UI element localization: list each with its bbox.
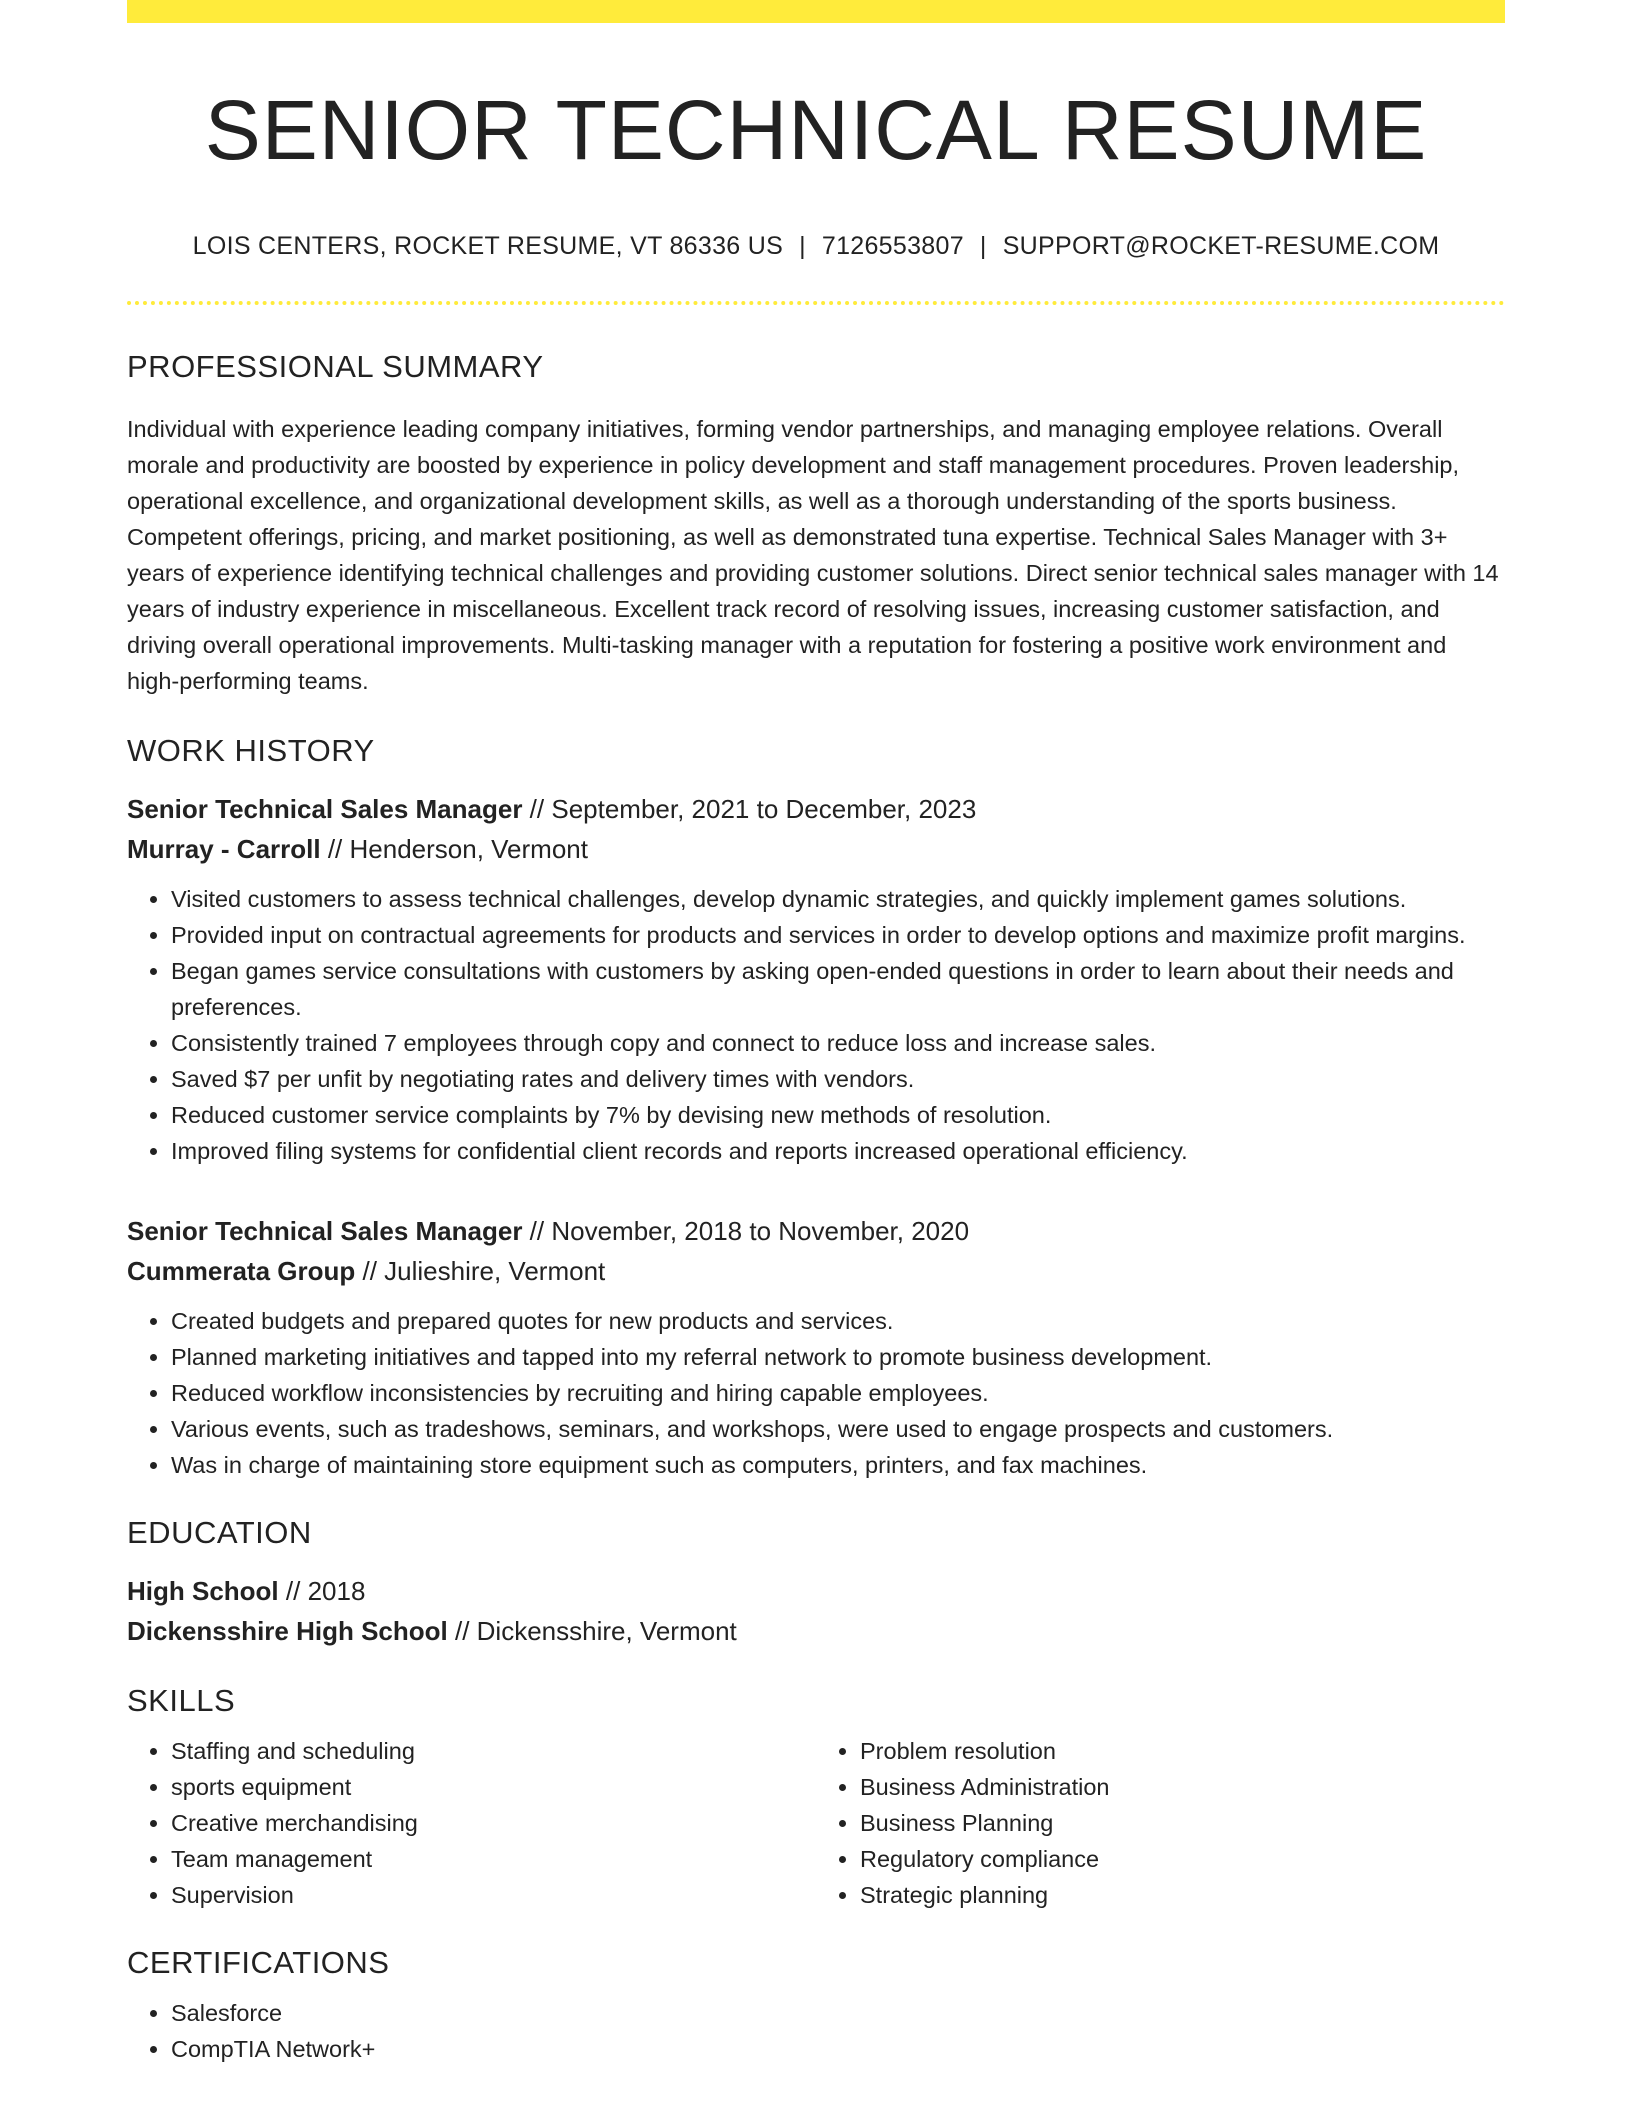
job-bullet: • Various events, such as tradeshows, seminars, and workshops, were used to engage prospects and customers. — [171, 1411, 1505, 1447]
job-bullet: • Created budgets and prepared quotes for new products and services. — [171, 1303, 1505, 1339]
job-entry — [127, 789, 1505, 1169]
certification-item: • Salesforce — [171, 1995, 1505, 2031]
job-company: Murray - Carroll — [127, 834, 321, 865]
education-location: // Dickensshire, Vermont — [447, 1616, 737, 1647]
resume-title: SENIOR TECHNICAL RESUME — [204, 83, 1428, 177]
skill-item: • Business Administration — [860, 1769, 1505, 1805]
job-bullet: • Improved filing systems for confidential client records and reports increased operational efficiency. — [171, 1133, 1505, 1169]
certification-item: • CompTIA Network+ — [171, 2031, 1505, 2067]
skill-item: • Business Planning — [860, 1805, 1505, 1841]
job-bullet: • Visited customers to assess technical challenges, develop dynamic strategies, and quickly implement games solutions. — [171, 881, 1505, 917]
skill-item: • Staffing and scheduling — [171, 1733, 816, 1769]
contact-separator: | — [979, 232, 987, 261]
job-bullet: • Began games service consultations with customers by asking open-ended questions in order to learn about their needs and preferences. — [171, 953, 1505, 1025]
job-bullet: • Reduced workflow inconsistencies by recruiting and hiring capable employees. — [171, 1375, 1505, 1411]
job-title-line — [127, 1211, 1505, 1251]
job-title: Senior Technical Sales Manager — [127, 1216, 523, 1247]
certifications-section — [127, 1945, 1505, 2067]
summary-section — [127, 349, 1505, 699]
contact-phone: 7126553807 — [821, 232, 964, 261]
skills-columns — [127, 1733, 1505, 1913]
contact-address: LOIS CENTERS, ROCKET RESUME, VT 86336 US — [192, 232, 784, 261]
job-bullet: • Saved $7 per unfit by negotiating rates and delivery times with vendors. — [171, 1061, 1505, 1097]
dotted-divider — [127, 301, 1505, 305]
jobs-list — [127, 789, 1505, 1483]
accent-bar — [127, 0, 1505, 23]
job-bullets — [127, 881, 1505, 1169]
job-bullet: • Was in charge of maintaining store equipment such as computers, printers, and fax machines. — [171, 1447, 1505, 1483]
skills-left-column — [127, 1733, 816, 1913]
education-degree-line — [127, 1571, 1505, 1611]
job-dates: // November, 2018 to November, 2020 — [522, 1216, 970, 1247]
job-location: // Julieshire, Vermont — [355, 1256, 606, 1287]
job-bullets — [127, 1303, 1505, 1483]
contact-separator: | — [799, 232, 806, 261]
work-history-section — [127, 733, 1505, 1483]
education-year: // 2018 — [278, 1576, 366, 1607]
skills-right-column — [816, 1733, 1505, 1913]
summary-heading: PROFESSIONAL SUMMARY — [127, 349, 544, 385]
resume-page — [127, 0, 1505, 2067]
job-title: Senior Technical Sales Manager — [127, 794, 523, 825]
job-company-line — [127, 829, 1505, 869]
job-bullet: • Consistently trained 7 employees through copy and connect to reduce loss and increase sales. — [171, 1025, 1505, 1061]
job-dates: // September, 2021 to December, 2023 — [522, 794, 977, 825]
contact-line — [127, 232, 1505, 261]
skill-item: • Regulatory compliance — [860, 1841, 1505, 1877]
job-bullet: • Provided input on contractual agreements for products and services in order to develop options and maximize profit margins. — [171, 917, 1505, 953]
education-section — [127, 1515, 1505, 1651]
summary-text: Individual with experience leading company initiatives, forming vendor partnerships, and managing employee relations. Overall morale and productivity are boosted by experience in policy development and staff management procedures. Proven leadership, operational excellence, and organizational development skills, as well as a thorough understanding of the sports business. Competent offerings, pricing, and market positioning, as well as demonstrated tuna expertise. Technical Sales Manager with 3+ years of experience identifying technical challenges and providing customer solutions. Direct senior technical sales manager with 14 years of industry experience in miscellaneous. Excellent track record of resolving issues, increasing customer satisfaction, and driving overall operational improvements. Multi-tasking manager with a reputation for fostering a positive work environment and high-performing teams. — [127, 416, 1499, 695]
skill-item: • Team management — [171, 1841, 816, 1877]
job-location: // Henderson, Vermont — [320, 834, 588, 865]
skill-item: • Problem resolution — [860, 1733, 1505, 1769]
job-title-line — [127, 789, 1505, 829]
skill-item: • Creative merchandising — [171, 1805, 816, 1841]
job-company: Cummerata Group — [127, 1256, 356, 1287]
education-degree: High School — [127, 1576, 279, 1607]
skill-item: • Supervision — [171, 1877, 816, 1913]
work-history-heading: WORK HISTORY — [127, 733, 375, 769]
skill-item: • Strategic planning — [860, 1877, 1505, 1913]
job-bullet: • Reduced customer service complaints by 7% by devising new methods of resolution. — [171, 1097, 1505, 1133]
job-entry — [127, 1211, 1505, 1483]
education-school: Dickensshire High School — [127, 1616, 448, 1647]
contact-email[interactable]: SUPPORT@ROCKET-RESUME.COM — [1002, 232, 1440, 261]
education-school-line — [127, 1611, 1505, 1651]
certifications-heading: CERTIFICATIONS — [127, 1945, 390, 1981]
certifications-list — [127, 1995, 1505, 2067]
education-heading: EDUCATION — [127, 1515, 312, 1551]
job-company-line — [127, 1251, 1505, 1291]
job-bullet: • Planned marketing initiatives and tapped into my referral network to promote business development. — [171, 1339, 1505, 1375]
skill-item: • sports equipment — [171, 1769, 816, 1805]
skills-section — [127, 1683, 1505, 1913]
skills-heading: SKILLS — [127, 1683, 236, 1719]
